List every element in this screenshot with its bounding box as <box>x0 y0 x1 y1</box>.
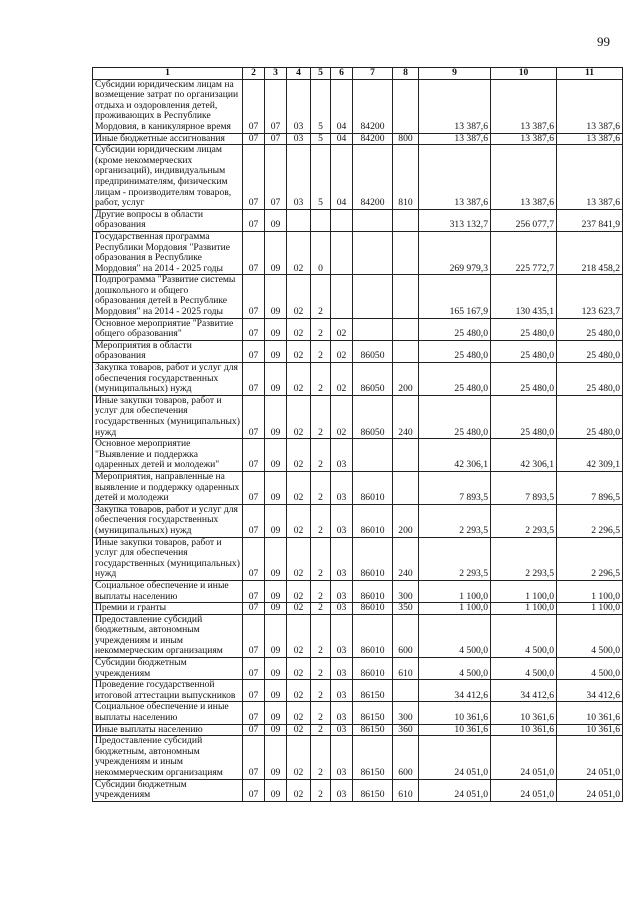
row-name: Государственная программа Республики Мордовия "Развитие образования в Республике Мордовия" на 2014 - 2025 годы <box>93 231 243 274</box>
target-article-code: 84200 <box>353 79 393 133</box>
activity-code <box>331 231 353 274</box>
row-name: Премии и гранты <box>93 603 243 615</box>
activity-code: 02 <box>331 340 353 362</box>
target-article-code: 86050 <box>353 395 393 438</box>
activity-code: 03 <box>331 658 353 680</box>
amount-col11: 25 480,0 <box>557 363 623 396</box>
column-header: 10 <box>491 68 557 80</box>
row-name: Мероприятия, направленные на выявление и поддержку одаренных детей и молодежи <box>93 471 243 504</box>
expense-type-code <box>393 209 419 231</box>
chapter-code: 07 <box>243 133 265 145</box>
column-header: 8 <box>393 68 419 80</box>
amount-col10: 25 480,0 <box>491 363 557 396</box>
row-name: Социальное обеспечение и иные выплаты населению <box>93 580 243 602</box>
amount-col9: 42 306,1 <box>419 439 491 472</box>
expense-type-code <box>393 275 419 318</box>
activity-code: 03 <box>331 439 353 472</box>
program-code: 02 <box>287 231 311 274</box>
program-code: 02 <box>287 580 311 602</box>
subprogram-code: 2 <box>311 504 331 537</box>
subprogram-code: 2 <box>311 580 331 602</box>
expense-type-code: 800 <box>393 133 419 145</box>
section-code: 09 <box>265 658 287 680</box>
target-article-code: 86010 <box>353 614 393 657</box>
section-code: 09 <box>265 537 287 580</box>
amount-col10: 10 361,6 <box>491 702 557 724</box>
subprogram-code: 2 <box>311 779 331 801</box>
amount-col9: 13 387,6 <box>419 79 491 133</box>
activity-code: 03 <box>331 736 353 779</box>
activity-code: 04 <box>331 133 353 145</box>
amount-col10: 24 051,0 <box>491 779 557 801</box>
program-code: 02 <box>287 439 311 472</box>
expense-type-code: 240 <box>393 395 419 438</box>
activity-code: 03 <box>331 504 353 537</box>
table-row <box>93 145 623 210</box>
chapter-code: 07 <box>243 275 265 318</box>
expense-type-code: 300 <box>393 702 419 724</box>
section-code: 09 <box>265 736 287 779</box>
section-code: 07 <box>265 79 287 133</box>
amount-col11: 237 841,9 <box>557 209 623 231</box>
table-row <box>93 779 623 801</box>
subprogram-code: 2 <box>311 702 331 724</box>
section-code: 09 <box>265 680 287 702</box>
amount-col10: 256 077,7 <box>491 209 557 231</box>
amount-col10: 34 412,6 <box>491 680 557 702</box>
target-article-code: 86050 <box>353 340 393 362</box>
amount-col11: 13 387,6 <box>557 145 623 210</box>
row-name: Проведение государственной итоговой аттестации выпускников <box>93 680 243 702</box>
row-name: Предоставление субсидий бюджетным, автономным учреждениям и иным некоммерческим организациям <box>93 614 243 657</box>
target-article-code <box>353 318 393 340</box>
amount-col10: 7 893,5 <box>491 471 557 504</box>
column-header: 5 <box>311 68 331 80</box>
program-code: 02 <box>287 504 311 537</box>
chapter-code: 07 <box>243 79 265 133</box>
chapter-code: 07 <box>243 736 265 779</box>
chapter-code: 07 <box>243 145 265 210</box>
amount-col11: 2 296,5 <box>557 537 623 580</box>
table-row <box>93 340 623 362</box>
row-name: Основное мероприятие "Развитие общего образования" <box>93 318 243 340</box>
target-article-code: 86010 <box>353 658 393 680</box>
target-article-code: 84200 <box>353 133 393 145</box>
amount-col9: 269 979,3 <box>419 231 491 274</box>
row-name: Иные закупки товаров, работ и услуг для обеспечения государственных (муниципальных) нужд <box>93 537 243 580</box>
target-article-code: 86150 <box>353 702 393 724</box>
amount-col9: 13 387,6 <box>419 145 491 210</box>
expense-type-code <box>393 340 419 362</box>
target-article-code: 86150 <box>353 724 393 736</box>
section-code: 09 <box>265 702 287 724</box>
target-article-code: 84200 <box>353 145 393 210</box>
table-row <box>93 275 623 318</box>
subprogram-code: 2 <box>311 603 331 615</box>
amount-col11: 1 100,0 <box>557 603 623 615</box>
subprogram-code: 2 <box>311 658 331 680</box>
activity-code: 03 <box>331 724 353 736</box>
section-code: 09 <box>265 318 287 340</box>
row-name: Иные выплаты населению <box>93 724 243 736</box>
amount-col9: 165 167,9 <box>419 275 491 318</box>
table-row <box>93 614 623 657</box>
table-row <box>93 231 623 274</box>
expense-type-code: 600 <box>393 736 419 779</box>
program-code: 02 <box>287 363 311 396</box>
target-article-code: 86150 <box>353 779 393 801</box>
expense-type-code <box>393 439 419 472</box>
amount-col9: 25 480,0 <box>419 395 491 438</box>
expense-type-code: 610 <box>393 779 419 801</box>
activity-code: 04 <box>331 145 353 210</box>
table-row <box>93 504 623 537</box>
subprogram-code: 2 <box>311 537 331 580</box>
program-code: 02 <box>287 340 311 362</box>
table-row <box>93 471 623 504</box>
chapter-code: 07 <box>243 537 265 580</box>
amount-col10: 4 500,0 <box>491 658 557 680</box>
program-code: 02 <box>287 614 311 657</box>
program-code: 02 <box>287 658 311 680</box>
section-code: 09 <box>265 275 287 318</box>
expense-type-code: 610 <box>393 658 419 680</box>
amount-col9: 2 293,5 <box>419 537 491 580</box>
program-code: 02 <box>287 395 311 438</box>
expense-type-code <box>393 471 419 504</box>
chapter-code: 07 <box>243 658 265 680</box>
row-name: Субсидии юридическим лицам (кроме некоммерческих организаций), индивидуальным предпринимателям, физическим лицам - производителям товаров, работ, услуг <box>93 145 243 210</box>
target-article-code <box>353 439 393 472</box>
amount-col10: 1 100,0 <box>491 603 557 615</box>
amount-col9: 2 293,5 <box>419 504 491 537</box>
amount-col11: 1 100,0 <box>557 580 623 602</box>
amount-col10: 2 293,5 <box>491 504 557 537</box>
column-header: 11 <box>557 68 623 80</box>
row-name: Закупка товаров, работ и услуг для обеспечения государственных (муниципальных) нужд <box>93 504 243 537</box>
column-header: 6 <box>331 68 353 80</box>
program-code: 02 <box>287 680 311 702</box>
row-name: Закупка товаров, работ и услуг для обеспечения государственных (муниципальных) нужд <box>93 363 243 396</box>
section-code: 09 <box>265 504 287 537</box>
amount-col9: 1 100,0 <box>419 580 491 602</box>
target-article-code <box>353 275 393 318</box>
activity-code: 03 <box>331 580 353 602</box>
amount-col11: 24 051,0 <box>557 779 623 801</box>
subprogram-code: 2 <box>311 724 331 736</box>
program-code: 02 <box>287 736 311 779</box>
expense-type-code: 240 <box>393 537 419 580</box>
expense-type-code <box>393 318 419 340</box>
column-header: 1 <box>93 68 243 80</box>
subprogram-code: 2 <box>311 680 331 702</box>
amount-col9: 13 387,6 <box>419 133 491 145</box>
subprogram-code: 2 <box>311 471 331 504</box>
amount-col11: 24 051,0 <box>557 736 623 779</box>
activity-code: 03 <box>331 680 353 702</box>
activity-code: 03 <box>331 779 353 801</box>
section-code: 09 <box>265 439 287 472</box>
amount-col10: 4 500,0 <box>491 614 557 657</box>
target-article-code: 86010 <box>353 580 393 602</box>
activity-code: 03 <box>331 614 353 657</box>
chapter-code: 07 <box>243 724 265 736</box>
amount-col11: 4 500,0 <box>557 614 623 657</box>
row-name: Социальное обеспечение и иные выплаты населению <box>93 702 243 724</box>
amount-col10: 130 435,1 <box>491 275 557 318</box>
expense-type-code: 810 <box>393 145 419 210</box>
amount-col9: 25 480,0 <box>419 318 491 340</box>
subprogram-code: 2 <box>311 439 331 472</box>
row-name: Иные бюджетные ассигнования <box>93 133 243 145</box>
target-article-code: 86010 <box>353 537 393 580</box>
amount-col11: 13 387,6 <box>557 79 623 133</box>
amount-col11: 10 361,6 <box>557 702 623 724</box>
table-row <box>93 79 623 133</box>
target-article-code: 86050 <box>353 363 393 396</box>
section-code: 09 <box>265 231 287 274</box>
section-code: 07 <box>265 133 287 145</box>
activity-code: 03 <box>331 537 353 580</box>
amount-col11: 42 309,1 <box>557 439 623 472</box>
amount-col11: 123 623,7 <box>557 275 623 318</box>
table-row <box>93 724 623 736</box>
program-code: 02 <box>287 702 311 724</box>
program-code <box>287 209 311 231</box>
amount-col11: 25 480,0 <box>557 395 623 438</box>
chapter-code: 07 <box>243 702 265 724</box>
target-article-code: 86010 <box>353 471 393 504</box>
amount-col10: 24 051,0 <box>491 736 557 779</box>
chapter-code: 07 <box>243 504 265 537</box>
budget-table <box>92 67 623 802</box>
section-code: 09 <box>265 395 287 438</box>
table-row <box>93 736 623 779</box>
chapter-code: 07 <box>243 340 265 362</box>
table-row <box>93 702 623 724</box>
amount-col11: 25 480,0 <box>557 340 623 362</box>
section-code: 09 <box>265 614 287 657</box>
subprogram-code <box>311 209 331 231</box>
program-code: 02 <box>287 471 311 504</box>
table-row <box>93 439 623 472</box>
column-header: 3 <box>265 68 287 80</box>
expense-type-code <box>393 79 419 133</box>
subprogram-code: 5 <box>311 133 331 145</box>
expense-type-code <box>393 680 419 702</box>
row-name: Иные закупки товаров, работ и услуг для обеспечения государственных (муниципальных) нужд <box>93 395 243 438</box>
target-article-code: 86010 <box>353 504 393 537</box>
table-row <box>93 580 623 602</box>
section-code: 09 <box>265 340 287 362</box>
activity-code: 03 <box>331 702 353 724</box>
expense-type-code: 200 <box>393 504 419 537</box>
amount-col10: 13 387,6 <box>491 133 557 145</box>
amount-col11: 2 296,5 <box>557 504 623 537</box>
amount-col11: 10 361,6 <box>557 724 623 736</box>
program-code: 02 <box>287 318 311 340</box>
activity-code: 02 <box>331 363 353 396</box>
row-name: Субсидии бюджетным учреждениям <box>93 658 243 680</box>
chapter-code: 07 <box>243 231 265 274</box>
amount-col9: 34 412,6 <box>419 680 491 702</box>
section-code: 07 <box>265 145 287 210</box>
program-code: 02 <box>287 275 311 318</box>
table-row <box>93 363 623 396</box>
program-code: 02 <box>287 603 311 615</box>
amount-col10: 13 387,6 <box>491 145 557 210</box>
row-name: Другие вопросы в области образования <box>93 209 243 231</box>
row-name: Субсидии юридическим лицам на возмещение затрат по организации отдыха и оздоровления детей, проживающих в Республике Мордовия, в каникулярное время <box>93 79 243 133</box>
amount-col11: 34 412,6 <box>557 680 623 702</box>
expense-type-code: 360 <box>393 724 419 736</box>
activity-code: 03 <box>331 471 353 504</box>
table-row <box>93 658 623 680</box>
row-name: Субсидии бюджетным учреждениям <box>93 779 243 801</box>
subprogram-code: 0 <box>311 231 331 274</box>
amount-col9: 24 051,0 <box>419 736 491 779</box>
row-name: Предоставление субсидий бюджетным, автономным учреждениям и иным некоммерческим организациям <box>93 736 243 779</box>
target-article-code <box>353 231 393 274</box>
amount-col10: 13 387,6 <box>491 79 557 133</box>
column-header: 4 <box>287 68 311 80</box>
chapter-code: 07 <box>243 603 265 615</box>
activity-code: 03 <box>331 603 353 615</box>
section-code: 09 <box>265 209 287 231</box>
chapter-code: 07 <box>243 580 265 602</box>
program-code: 02 <box>287 779 311 801</box>
amount-col11: 4 500,0 <box>557 658 623 680</box>
amount-col10: 225 772,7 <box>491 231 557 274</box>
amount-col10: 25 480,0 <box>491 318 557 340</box>
program-code: 02 <box>287 537 311 580</box>
amount-col11: 25 480,0 <box>557 318 623 340</box>
amount-col9: 4 500,0 <box>419 614 491 657</box>
amount-col9: 313 132,7 <box>419 209 491 231</box>
table-row <box>93 395 623 438</box>
subprogram-code: 2 <box>311 614 331 657</box>
table-row <box>93 133 623 145</box>
amount-col9: 1 100,0 <box>419 603 491 615</box>
header-row <box>93 68 623 80</box>
page-number: 99 <box>597 34 610 49</box>
chapter-code: 07 <box>243 209 265 231</box>
activity-code: 02 <box>331 318 353 340</box>
column-header: 2 <box>243 68 265 80</box>
chapter-code: 07 <box>243 614 265 657</box>
subprogram-code: 2 <box>311 340 331 362</box>
table-row <box>93 209 623 231</box>
amount-col9: 25 480,0 <box>419 363 491 396</box>
target-article-code: 86010 <box>353 603 393 615</box>
target-article-code <box>353 209 393 231</box>
row-name: Основное мероприятие "Выявление и поддержка одаренных детей и молодежи" <box>93 439 243 472</box>
amount-col11: 218 458,2 <box>557 231 623 274</box>
activity-code <box>331 209 353 231</box>
chapter-code: 07 <box>243 779 265 801</box>
expense-type-code: 600 <box>393 614 419 657</box>
section-code: 09 <box>265 580 287 602</box>
program-code: 03 <box>287 145 311 210</box>
row-name: Подпрограмма "Развитие системы дошкольного и общего образования детей в Республике Мордовия" на 2014 - 2025 годы <box>93 275 243 318</box>
chapter-code: 07 <box>243 318 265 340</box>
amount-col11: 7 896,5 <box>557 471 623 504</box>
chapter-code: 07 <box>243 395 265 438</box>
subprogram-code: 2 <box>311 363 331 396</box>
program-code: 02 <box>287 724 311 736</box>
amount-col10: 25 480,0 <box>491 395 557 438</box>
chapter-code: 07 <box>243 680 265 702</box>
expense-type-code <box>393 231 419 274</box>
section-code: 09 <box>265 779 287 801</box>
amount-col10: 42 306,1 <box>491 439 557 472</box>
table-row <box>93 537 623 580</box>
section-code: 09 <box>265 471 287 504</box>
section-code: 09 <box>265 603 287 615</box>
amount-col9: 10 361,6 <box>419 724 491 736</box>
amount-col10: 25 480,0 <box>491 340 557 362</box>
subprogram-code: 5 <box>311 79 331 133</box>
expense-type-code: 200 <box>393 363 419 396</box>
program-code: 03 <box>287 79 311 133</box>
expense-type-code: 300 <box>393 580 419 602</box>
activity-code: 02 <box>331 395 353 438</box>
activity-code: 04 <box>331 79 353 133</box>
subprogram-code: 5 <box>311 145 331 210</box>
column-header: 9 <box>419 68 491 80</box>
amount-col9: 10 361,6 <box>419 702 491 724</box>
chapter-code: 07 <box>243 471 265 504</box>
chapter-code: 07 <box>243 363 265 396</box>
amount-col9: 7 893,5 <box>419 471 491 504</box>
chapter-code: 07 <box>243 439 265 472</box>
table-row <box>93 680 623 702</box>
section-code: 09 <box>265 724 287 736</box>
amount-col9: 25 480,0 <box>419 340 491 362</box>
column-header: 7 <box>353 68 393 80</box>
row-name: Мероприятия в области образования <box>93 340 243 362</box>
budget-table-body <box>93 79 623 801</box>
amount-col10: 1 100,0 <box>491 580 557 602</box>
activity-code <box>331 275 353 318</box>
amount-col9: 24 051,0 <box>419 779 491 801</box>
table-row <box>93 603 623 615</box>
amount-col10: 10 361,6 <box>491 724 557 736</box>
expense-type-code: 350 <box>393 603 419 615</box>
amount-col11: 13 387,6 <box>557 133 623 145</box>
table-row <box>93 318 623 340</box>
subprogram-code: 2 <box>311 318 331 340</box>
amount-col9: 4 500,0 <box>419 658 491 680</box>
section-code: 09 <box>265 363 287 396</box>
amount-col10: 2 293,5 <box>491 537 557 580</box>
target-article-code: 86150 <box>353 680 393 702</box>
target-article-code: 86150 <box>353 736 393 779</box>
subprogram-code: 2 <box>311 275 331 318</box>
subprogram-code: 2 <box>311 736 331 779</box>
subprogram-code: 2 <box>311 395 331 438</box>
program-code: 03 <box>287 133 311 145</box>
